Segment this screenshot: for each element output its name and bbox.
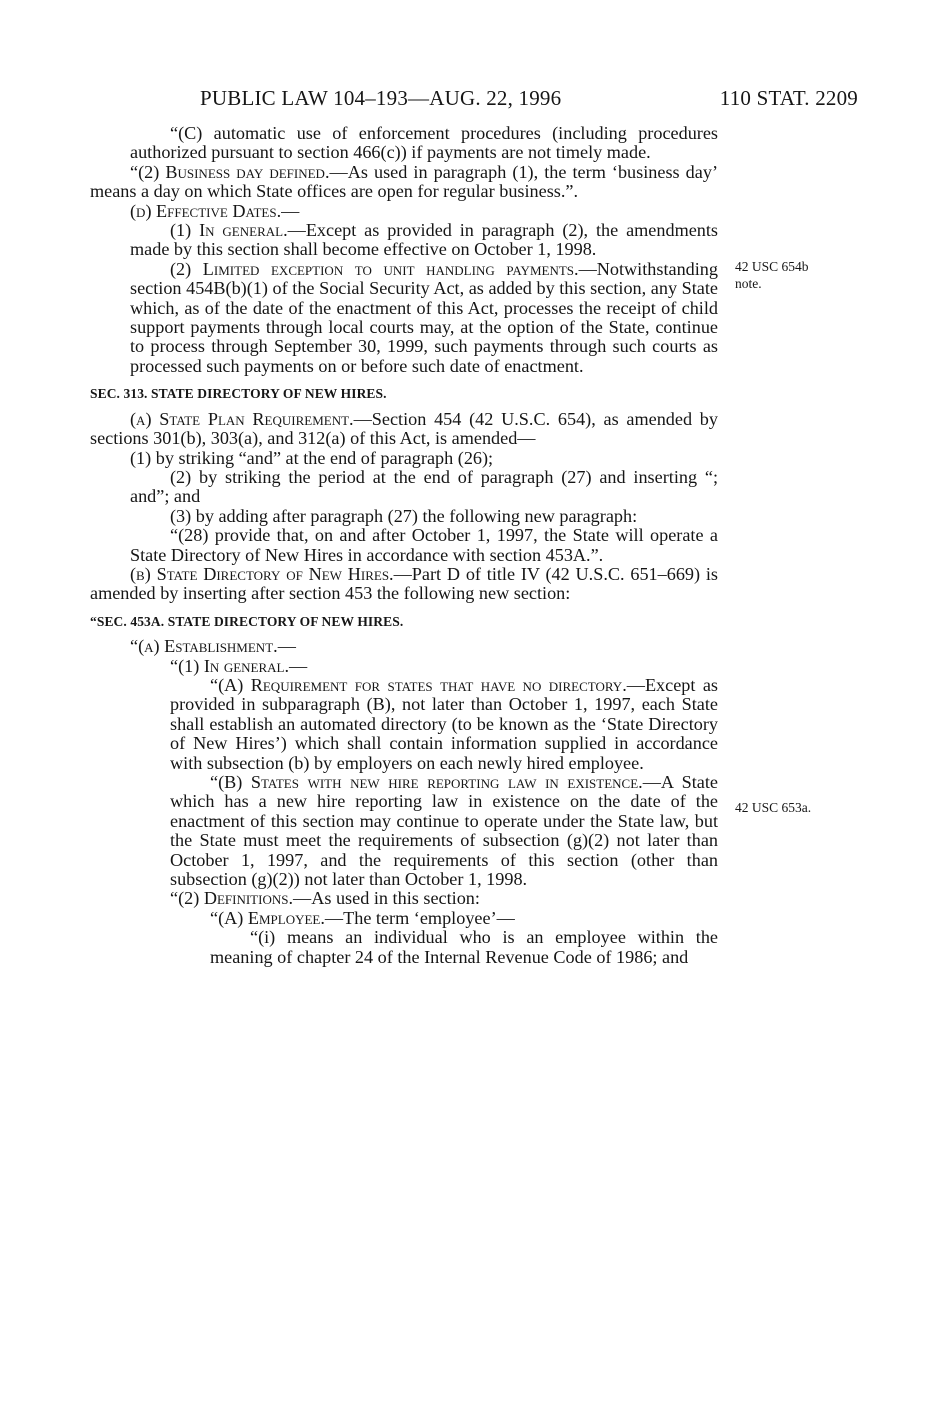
paragraph-text: — [277, 636, 296, 657]
paragraph: (2) by striking the period at the end of paragraph (27) and inserting “; and”; and [130, 466, 718, 507]
paragraph-text: —Except as provided in paragraph (2), the amendments made by this section shall become effective on October 1, 1998. [130, 220, 719, 260]
paragraph-text: — [281, 200, 300, 221]
margin-note-654b-line1: 42 USC 654b [735, 259, 809, 274]
paragraph-heading: (a) State Plan Requirement. [130, 408, 354, 429]
paragraph: “(C) automatic use of enforcement procedures (including procedures authorized pursuant to section 466(c)) if payments are not timely made. [130, 123, 718, 163]
paragraph-heading: “(1) In general. [170, 655, 290, 676]
paragraph [90, 163, 718, 202]
paragraph: “(i) means an individual who is an employee within the meaning of chapter 24 of the Internal Revenue Code of 1986; and [210, 927, 718, 967]
paragraph [90, 637, 718, 656]
paragraph-heading: (b) State Directory of New Hires. [130, 563, 394, 584]
margin-note-653a: 42 USC 653a. [735, 800, 812, 815]
paragraph-text: —As used in paragraph (1), the term ‘business day’ means a day on which State offices are open for regular business.”. [90, 161, 718, 202]
paragraph-heading: “(A) Employee. [210, 907, 325, 928]
header-stat-page: 110 STAT. 2209 [719, 86, 858, 110]
paragraph: “(28) provide that, on and after October 1, 1997, the State will operate a State Directory of New Hires in accordance with section 453A.”. [130, 525, 718, 565]
paragraph-text: —Except as provided in subparagraph (B), not later than October 1, 1997, each State shall establish an automated directory (to be known as the ‘State Directory of New Hires’) which shall contain information supplied in accordance with subsection (b) by employers on each newly hired employee. [170, 674, 718, 773]
margin-note-654b-line2: note. [735, 276, 762, 291]
paragraph [90, 657, 718, 676]
paragraph-text: —The term ‘employee’— [324, 907, 515, 928]
paragraph [90, 676, 718, 773]
running-header [90, 86, 858, 116]
paragraph [90, 565, 718, 604]
paragraph: (1) by striking “and” at the end of paragraph (26); [130, 447, 494, 468]
paragraph-text: —A State which has a new hire reporting law in existence on the date of the enactment of this section may continue to operate under the State law, but the State must meet the requirements of subsection (g)(2) not later than October 1, 1997, and the requirements of this section (other than subsection (g)(2)) not later than October 1, 1998. [170, 772, 718, 890]
paragraph-text: —Notwithstanding section 454B(b)(1) of the Social Security Act, as added by this section, any State which, as of the date of the enactment of this Act, processes the receipt of child support payments through local courts may, at the option of the State, continue to process through September 30, 1999, such payments through such courts as processed such payments on or before such date of enactment. [130, 258, 718, 376]
paragraph-heading: (d) Effective Dates. [130, 200, 282, 221]
header-public-law: PUBLIC LAW 104–193—AUG. 22, 1996 [200, 86, 562, 110]
section-heading-313: SEC. 313. STATE DIRECTORY OF NEW HIRES. [90, 386, 387, 402]
paragraph-heading: “(2) Business day defined. [130, 161, 330, 182]
paragraph-heading: “(a) Establishment. [130, 636, 278, 657]
document-body [90, 124, 718, 967]
paragraph [90, 889, 718, 908]
paragraph: (3) by adding after paragraph (27) the following new paragraph: [170, 505, 638, 526]
margin-note-654b [735, 258, 809, 292]
paragraph [90, 221, 718, 260]
paragraph-text: —Part D of title IV (42 U.S.C. 651–669) is amended by inserting after section 453 the following new section: [90, 563, 718, 604]
paragraph [90, 773, 718, 889]
paragraph [90, 410, 718, 449]
paragraph-text: —As used in this section: [293, 888, 480, 909]
paragraph [90, 260, 718, 376]
paragraph-text: — [289, 655, 308, 676]
section-heading-453a: “SEC. 453A. STATE DIRECTORY OF NEW HIRES. [90, 613, 404, 629]
paragraph-heading: “(2) Definitions. [170, 888, 294, 909]
paragraph-heading: (1) In general. [170, 220, 288, 241]
paragraph-text: —Section 454 (42 U.S.C. 654), as amended by sections 301(b), 303(a), and 312(a) of this Act, is amended— [90, 408, 718, 449]
paragraph-heading: (2) Limited exception to unit handling payments. [170, 258, 579, 279]
paragraph [90, 202, 718, 221]
paragraph-heading: “(B) States with new hire reporting law in existence. [210, 772, 643, 792]
paragraph [90, 909, 718, 928]
paragraph-heading: “(A) Requirement for states that have no directory. [210, 674, 627, 695]
